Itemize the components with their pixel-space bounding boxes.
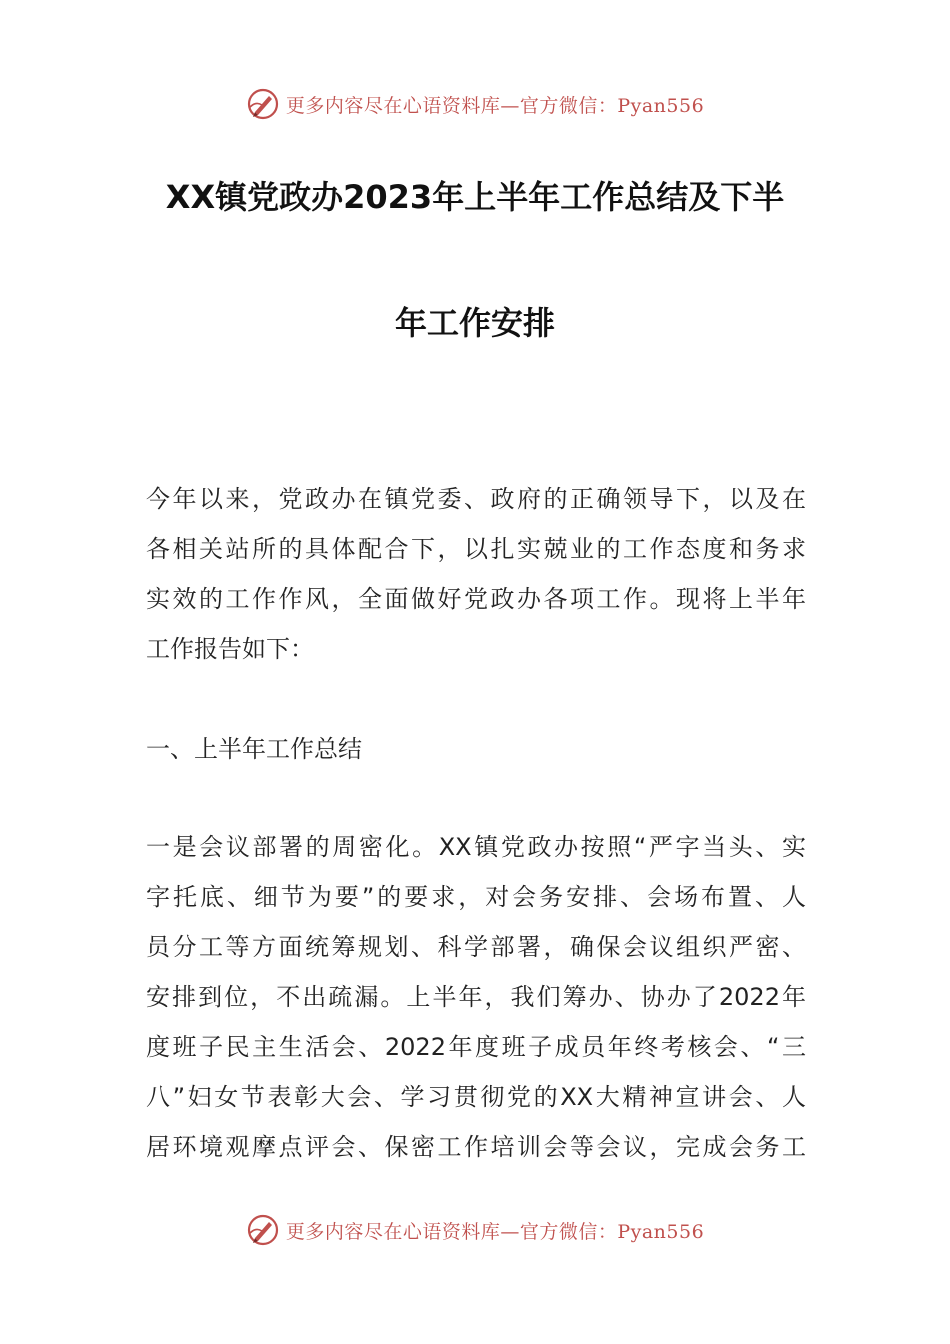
section-heading (146, 724, 806, 774)
text-line: 一是会议部署的周密化。XX镇党政办按照“严字当头、实 (146, 833, 806, 861)
text-line: 八”妇女节表彰大会、学习贯彻党的XX大精神宣讲会、人 (146, 1083, 806, 1111)
text-line: 字托底、细节为要”的要求，对会务安排、会场布置、人 (146, 883, 806, 911)
watermark-footer (0, 1208, 950, 1252)
pen-logo-icon (246, 1213, 280, 1247)
intro-paragraph (146, 474, 806, 674)
body-paragraph (146, 822, 806, 1172)
text-line: 安排到位，不出疏漏。上半年，我们筹办、协办了2022年 (146, 983, 806, 1011)
text-line: 居环境观摩点评会、保密工作培训会等会议，完成会务工 (146, 1133, 806, 1161)
watermark-text: 更多内容尽在心语资料库—官方微信：Pyan556 (285, 94, 705, 117)
pen-logo-icon (246, 87, 280, 121)
text-line: 各相关站所的具体配合下，以扎实兢业的工作态度和务求 (146, 535, 806, 563)
watermark-text: 更多内容尽在心语资料库—官方微信：Pyan556 (285, 1220, 705, 1243)
document-title-line-2: 年工作安排 (394, 304, 555, 342)
section-heading-text: 一、上半年工作总结 (146, 735, 362, 763)
text-line: 员分工等方面统筹规划、科学部署，确保会议组织严密、 (146, 933, 806, 961)
text-line: 工作报告如下： (146, 635, 314, 663)
watermark-header (0, 82, 950, 126)
document-title-line-1: XX镇党政办2023年上半年工作总结及下半 (165, 178, 785, 216)
text-line: 实效的工作作风，全面做好党政办各项工作。现将上半年 (146, 585, 806, 613)
text-line: 度班子民主生活会、2022年度班子成员年终考核会、“三 (146, 1033, 806, 1061)
text-line: 今年以来，党政办在镇党委、政府的正确领导下，以及在 (146, 485, 806, 513)
